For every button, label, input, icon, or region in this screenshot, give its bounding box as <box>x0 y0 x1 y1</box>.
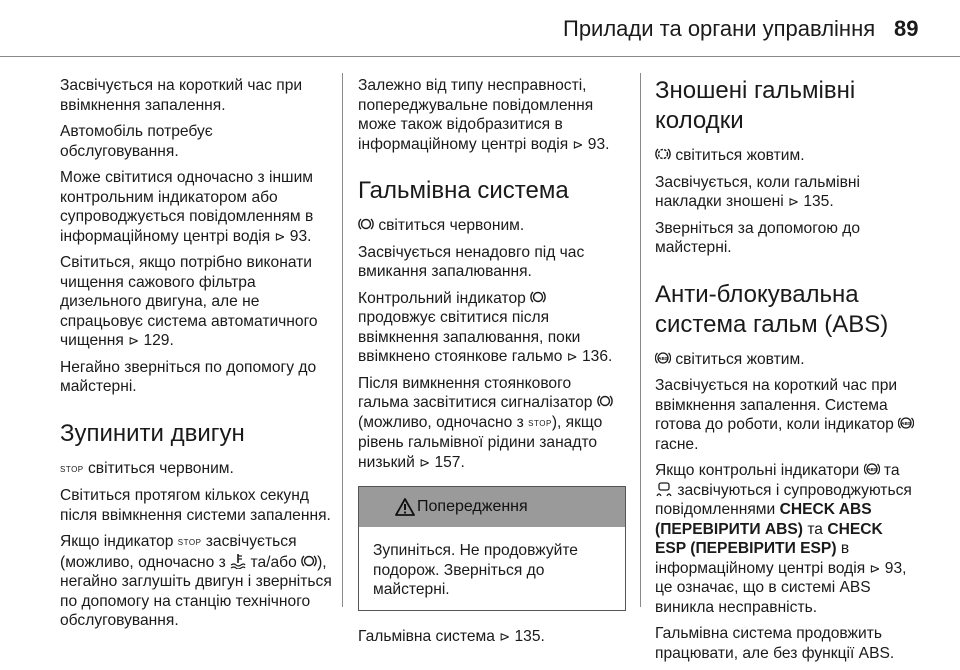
stop-icon: STOP <box>177 538 202 547</box>
svg-text:ABS: ABS <box>901 421 912 426</box>
paragraph-text: Якщо контрольні індикатори <box>655 462 860 479</box>
warning-header <box>359 487 625 527</box>
svg-text:ABS: ABS <box>658 355 668 361</box>
message-check-esp: CHECK ESP (ПЕРЕВІРИТИ ESP) <box>655 520 883 557</box>
paragraph-text: (можливо, одночасно з <box>358 413 524 431</box>
paragraph <box>655 146 917 166</box>
paragraph <box>358 627 626 647</box>
page-number: 89 <box>894 16 919 41</box>
page-ref[interactable]: 135. <box>803 193 834 210</box>
paragraph-text: Якщо індикатор <box>60 533 174 550</box>
paragraph <box>60 168 332 246</box>
paragraph-text: гасне. <box>655 435 699 453</box>
page-ref-arrow-icon: ⊳ <box>499 628 511 644</box>
page-ref-arrow-icon: ⊳ <box>274 228 286 244</box>
page-header <box>0 0 960 57</box>
paragraph-text: продовжує світитися після ввімкнення запалювання, поки ввімкнено стоянкове гальмо <box>358 309 581 365</box>
paragraph-text: Контрольний індикатор <box>358 289 526 307</box>
brake-system-icon <box>301 553 317 569</box>
paragraph <box>358 289 626 367</box>
paragraph <box>655 173 917 212</box>
paragraph-text: Гальмівна система <box>358 627 495 645</box>
paragraph-text: світиться жовтим. <box>675 147 805 164</box>
warning-title: Попередження <box>417 498 528 515</box>
paragraph-text: Світиться, якщо потрібно виконати чищення сажового фільтра дизельного двигуна, але не спрацьовує система автоматичного чищення <box>60 254 318 349</box>
section-heading-brake-system: Гальмівна система <box>358 177 569 204</box>
paragraph-text: світиться червоним. <box>87 459 234 477</box>
paragraph <box>60 532 332 631</box>
column-divider <box>640 73 641 607</box>
paragraph-text: та <box>883 462 900 479</box>
section-heading-stop-engine: Зупинити двигун <box>60 419 245 447</box>
page-ref-arrow-icon: ⊳ <box>572 136 584 152</box>
message-check-abs: CHECK ABS (ПЕРЕВІРИТИ ABS) <box>655 501 872 538</box>
paragraph-text: ), негайно заглушіть двигун і зверніться по допомогу на станцію технічного обслуговування. <box>60 553 332 629</box>
paragraph-text: Може світитися одночасно з іншим контрольним індикатором або супроводжується повідомленням в інформаційному центрі водія <box>60 169 314 245</box>
column-2 <box>358 76 626 653</box>
warning-body <box>359 527 625 610</box>
abs-icon <box>898 415 914 431</box>
abs-icon <box>655 350 671 366</box>
paragraph <box>60 253 332 351</box>
column-1 <box>60 76 332 638</box>
stop-icon: STOP <box>528 418 552 428</box>
paragraph <box>60 459 332 480</box>
paragraph <box>655 376 917 454</box>
column-divider <box>342 73 343 607</box>
paragraph: Засвічується на короткий час при ввімкнення запалення. <box>60 77 303 114</box>
section-heading-worn-brake-pads: Зношені гальмівні колодки <box>655 77 856 134</box>
warning-text: Зупиніться. Не продовжуйте подорож. Зверніться до майстерні. <box>373 542 578 598</box>
paragraph-text: Після вимкнення стоянкового гальма засвітитися сигналізатор <box>358 374 593 411</box>
page-ref[interactable]: 135. <box>514 627 545 645</box>
page-ref-arrow-icon: ⊳ <box>788 194 799 209</box>
paragraph-text: світиться червоним. <box>378 217 525 234</box>
page-ref[interactable]: 129. <box>143 332 174 349</box>
paragraph-text: Засвічується на короткий час при ввімкнення запалення. Система готова до роботи, коли індикатор <box>655 377 898 433</box>
paragraph: Автомобіль потребує обслуговування. <box>60 123 213 160</box>
page-ref-arrow-icon: ⊳ <box>128 333 140 348</box>
paragraph-text: ), якщо рівень гальмівної рідини занадто низький <box>358 413 603 471</box>
paragraph-text: засвічуються і супроводжуються повідомленнями <box>655 481 912 518</box>
stop-icon: STOP <box>60 464 84 474</box>
paragraph: Засвічується ненадовго під час вмикання запалювання. <box>358 243 585 280</box>
paragraph-text: світиться жовтим. <box>675 350 805 368</box>
esp-skid-icon <box>655 481 673 497</box>
page-ref[interactable]: 93. <box>289 227 312 245</box>
paragraph <box>655 461 917 617</box>
coolant-temperature-icon <box>230 553 246 569</box>
paragraph: Світиться протягом кількох секунд після ввімкнення системи запалення. <box>60 487 331 524</box>
svg-text:ABS: ABS <box>866 467 877 472</box>
page-ref-arrow-icon: ⊳ <box>869 560 881 576</box>
paragraph-text: в інформаційному центрі водія <box>655 540 866 577</box>
section-heading-abs: Анти-блокувальна система гальм (ABS) <box>655 280 889 338</box>
paragraph: Зверніться за допомогою до майстерні. <box>655 219 861 256</box>
page-ref-arrow-icon: ⊳ <box>566 349 578 364</box>
paragraph: Гальмівна система продовжить працювати, але без функції ABS. <box>655 625 895 662</box>
paragraph-text: засвічується (можливо, одночасно з <box>60 533 297 571</box>
page-title: Прилади та органи управління <box>563 16 876 41</box>
warning-box <box>358 486 626 611</box>
paragraph-text: Залежно від типу несправності, попереджувальне повідомлення може також відобразитися в інформаційному центрі водія <box>358 77 594 153</box>
page-ref[interactable]: 93. <box>587 135 610 153</box>
paragraph <box>358 374 626 473</box>
brake-system-icon <box>358 216 374 232</box>
paragraph: Негайно зверніться по допомогу до майстерні. <box>60 358 317 395</box>
paragraph-text: Засвічується, коли гальмівні накладки зношені <box>655 173 860 210</box>
abs-icon <box>864 461 880 477</box>
page-ref[interactable]: 93, це означає, що в системі ABS виникла несправність. <box>655 559 907 616</box>
brake-system-icon <box>597 393 613 409</box>
paragraph-text: та/або <box>250 553 297 571</box>
paragraph <box>655 350 917 370</box>
brake-pad-wear-icon <box>655 146 671 162</box>
page-ref-arrow-icon: ⊳ <box>419 454 431 470</box>
page-ref[interactable]: 136. <box>581 348 613 365</box>
page-ref[interactable]: 157. <box>434 453 465 471</box>
warning-triangle-icon <box>395 498 415 516</box>
paragraph-text: та <box>807 520 823 538</box>
paragraph <box>358 76 626 154</box>
column-3 <box>655 76 917 670</box>
brake-system-icon <box>530 289 546 305</box>
paragraph <box>358 216 626 236</box>
